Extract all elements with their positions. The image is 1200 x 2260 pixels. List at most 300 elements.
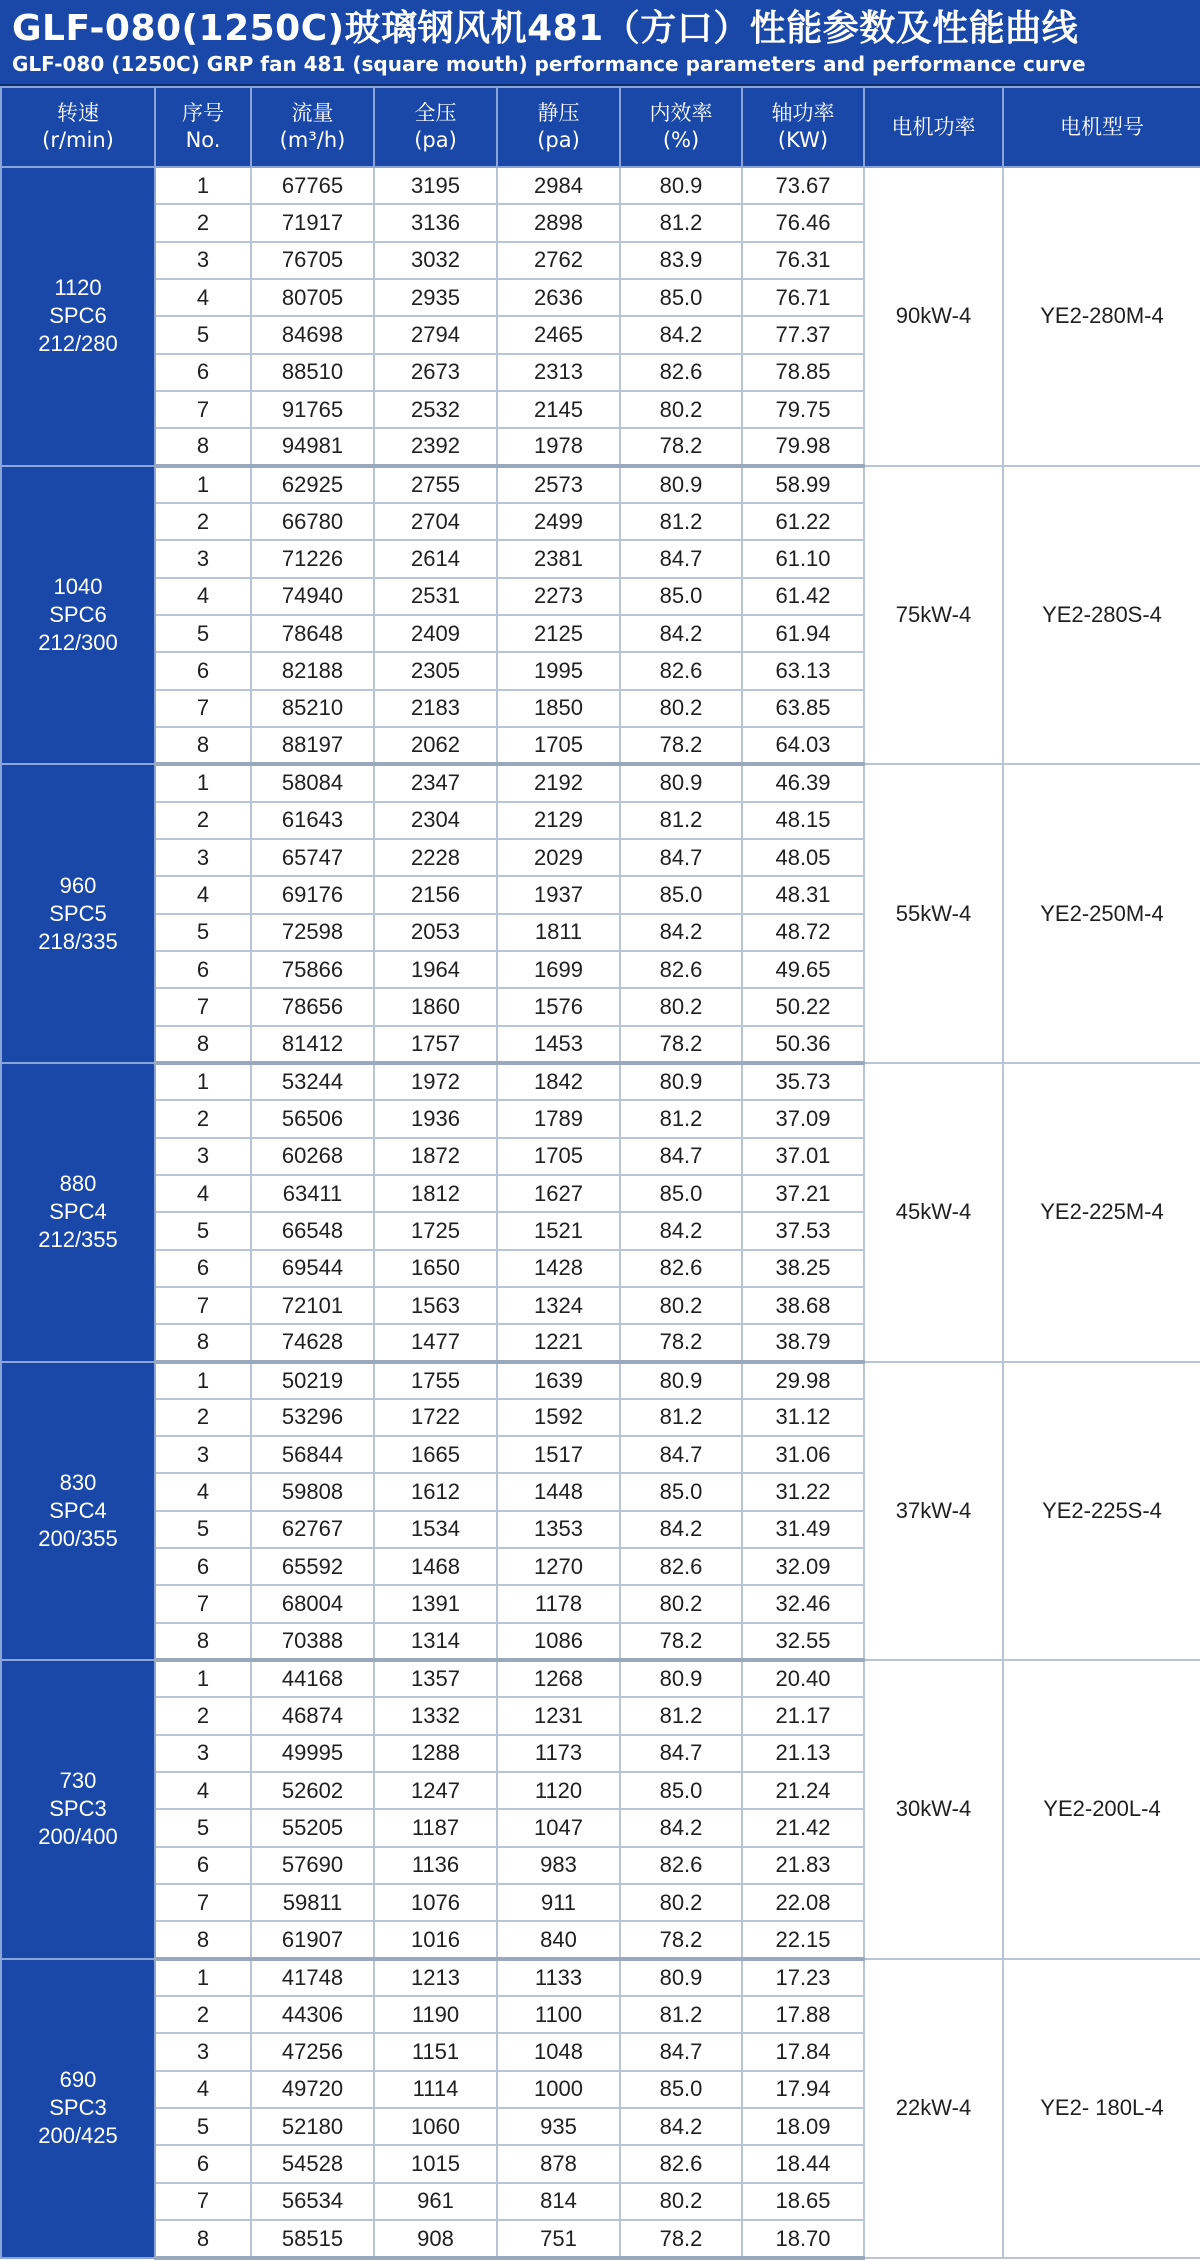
cell-no: 3 xyxy=(155,2033,251,2070)
speed-cell xyxy=(1,1660,155,1959)
cell-flow: 52180 xyxy=(251,2108,374,2145)
cell-shaft-power: 61.22 xyxy=(742,503,864,540)
table-row xyxy=(1,1063,1200,1100)
speed-spc: SPC3 xyxy=(49,1796,107,1822)
cell-efficiency: 82.6 xyxy=(620,1548,742,1585)
cell-efficiency: 85.0 xyxy=(620,1772,742,1809)
cell-shaft-power: 21.42 xyxy=(742,1809,864,1846)
speed-speed: 830 xyxy=(59,1469,97,1495)
performance-table xyxy=(0,86,1200,2260)
cell-flow: 46874 xyxy=(251,1697,374,1734)
cell-no: 1 xyxy=(155,1959,251,1996)
cell-static-pressure: 1221 xyxy=(497,1324,620,1361)
cell-shaft-power: 77.37 xyxy=(742,316,864,353)
cell-no: 7 xyxy=(155,1287,251,1324)
cell-total-pressure: 2673 xyxy=(374,354,497,391)
cell-static-pressure: 2145 xyxy=(497,391,620,428)
cell-shaft-power: 37.21 xyxy=(742,1175,864,1212)
cell-static-pressure: 1231 xyxy=(497,1697,620,1734)
cell-shaft-power: 18.65 xyxy=(742,2183,864,2220)
cell-static-pressure: 1047 xyxy=(497,1809,620,1846)
motor-model-cell: YE2- 180L-4 xyxy=(1003,1959,1200,2258)
table-row xyxy=(1,1660,1200,1697)
motor-model-cell: YE2-280M-4 xyxy=(1003,167,1200,466)
cell-shaft-power: 20.40 xyxy=(742,1660,864,1697)
cell-efficiency: 84.7 xyxy=(620,1436,742,1473)
cell-shaft-power: 61.42 xyxy=(742,578,864,615)
cell-efficiency: 80.9 xyxy=(620,1959,742,1996)
speed-speed: 1120 xyxy=(54,275,102,301)
cell-total-pressure: 1534 xyxy=(374,1511,497,1548)
cell-static-pressure: 2273 xyxy=(497,578,620,615)
cell-static-pressure: 1120 xyxy=(497,1772,620,1809)
cell-no: 2 xyxy=(155,503,251,540)
cell-efficiency: 85.0 xyxy=(620,279,742,316)
cell-efficiency: 81.2 xyxy=(620,503,742,540)
cell-flow: 81412 xyxy=(251,1026,374,1063)
cell-no: 5 xyxy=(155,615,251,652)
cell-static-pressure: 2636 xyxy=(497,279,620,316)
cell-shaft-power: 38.68 xyxy=(742,1287,864,1324)
title-banner xyxy=(0,0,1200,86)
cell-efficiency: 84.7 xyxy=(620,540,742,577)
cell-total-pressure: 2755 xyxy=(374,466,497,503)
speed-cell xyxy=(1,1362,155,1661)
cell-no: 8 xyxy=(155,1623,251,1660)
cell-shaft-power: 73.67 xyxy=(742,167,864,204)
motor-power-cell: 45kW-4 xyxy=(864,1063,1003,1362)
cell-shaft-power: 17.84 xyxy=(742,2033,864,2070)
cell-static-pressure: 2465 xyxy=(497,316,620,353)
cell-efficiency: 78.2 xyxy=(620,428,742,465)
cell-flow: 94981 xyxy=(251,428,374,465)
cell-no: 3 xyxy=(155,540,251,577)
cell-total-pressure: 2156 xyxy=(374,876,497,913)
cell-no: 8 xyxy=(155,2220,251,2258)
speed-speed: 690 xyxy=(59,2067,97,2093)
cell-efficiency: 78.2 xyxy=(620,2220,742,2258)
cell-efficiency: 78.2 xyxy=(620,1026,742,1063)
cell-flow: 47256 xyxy=(251,2033,374,2070)
cell-efficiency: 78.2 xyxy=(620,1324,742,1361)
cell-total-pressure: 1213 xyxy=(374,1959,497,1996)
cell-no: 5 xyxy=(155,1511,251,1548)
cell-shaft-power: 21.24 xyxy=(742,1772,864,1809)
speed-pulley: 200/355 xyxy=(38,1525,118,1551)
cell-total-pressure: 2614 xyxy=(374,540,497,577)
cell-flow: 66548 xyxy=(251,1212,374,1249)
cell-flow: 54528 xyxy=(251,2145,374,2182)
cell-flow: 58515 xyxy=(251,2220,374,2258)
cell-no: 8 xyxy=(155,1026,251,1063)
speed-cell xyxy=(1,764,155,1063)
cell-static-pressure: 1811 xyxy=(497,914,620,951)
cell-no: 1 xyxy=(155,1362,251,1399)
cell-flow: 80705 xyxy=(251,279,374,316)
cell-no: 6 xyxy=(155,354,251,391)
cell-no: 8 xyxy=(155,428,251,465)
cell-flow: 60268 xyxy=(251,1138,374,1175)
cell-no: 1 xyxy=(155,167,251,204)
cell-static-pressure: 1517 xyxy=(497,1436,620,1473)
cell-static-pressure: 1627 xyxy=(497,1175,620,1212)
cell-flow: 68004 xyxy=(251,1585,374,1622)
cell-static-pressure: 2898 xyxy=(497,204,620,241)
cell-total-pressure: 1725 xyxy=(374,1212,497,1249)
table-body xyxy=(1,167,1200,2258)
cell-efficiency: 85.0 xyxy=(620,2071,742,2108)
cell-shaft-power: 17.88 xyxy=(742,1996,864,2033)
cell-flow: 85210 xyxy=(251,690,374,727)
cell-no: 4 xyxy=(155,2071,251,2108)
cell-flow: 59808 xyxy=(251,1473,374,1510)
cell-flow: 58084 xyxy=(251,764,374,801)
table-header xyxy=(1,87,1200,167)
speed-speed: 960 xyxy=(59,872,97,898)
cell-flow: 56844 xyxy=(251,1436,374,1473)
cell-no: 6 xyxy=(155,2145,251,2182)
cell-no: 2 xyxy=(155,1100,251,1137)
cell-shaft-power: 38.79 xyxy=(742,1324,864,1361)
cell-total-pressure: 1391 xyxy=(374,1585,497,1622)
cell-flow: 91765 xyxy=(251,391,374,428)
cell-shaft-power: 21.13 xyxy=(742,1735,864,1772)
cell-shaft-power: 18.44 xyxy=(742,2145,864,2182)
cell-shaft-power: 18.09 xyxy=(742,2108,864,2145)
cell-flow: 56506 xyxy=(251,1100,374,1137)
cell-no: 8 xyxy=(155,1324,251,1361)
cell-efficiency: 80.9 xyxy=(620,1660,742,1697)
cell-no: 1 xyxy=(155,1063,251,1100)
cell-efficiency: 81.2 xyxy=(620,204,742,241)
cell-efficiency: 80.2 xyxy=(620,1585,742,1622)
cell-efficiency: 84.7 xyxy=(620,839,742,876)
cell-total-pressure: 1357 xyxy=(374,1660,497,1697)
cell-efficiency: 80.2 xyxy=(620,988,742,1025)
motor-model-cell: YE2-250M-4 xyxy=(1003,764,1200,1063)
cell-total-pressure: 1151 xyxy=(374,2033,497,2070)
speed-cell xyxy=(1,466,155,765)
cell-total-pressure: 2935 xyxy=(374,279,497,316)
cell-shaft-power: 22.15 xyxy=(742,1921,864,1958)
cell-shaft-power: 37.01 xyxy=(742,1138,864,1175)
cell-efficiency: 80.9 xyxy=(620,764,742,801)
cell-static-pressure: 2192 xyxy=(497,764,620,801)
cell-static-pressure: 1699 xyxy=(497,951,620,988)
cell-flow: 75866 xyxy=(251,951,374,988)
cell-static-pressure: 1521 xyxy=(497,1212,620,1249)
speed-pulley: 200/425 xyxy=(38,2123,118,2149)
cell-flow: 49720 xyxy=(251,2071,374,2108)
cell-no: 5 xyxy=(155,1809,251,1846)
cell-efficiency: 84.7 xyxy=(620,2033,742,2070)
cell-flow: 52602 xyxy=(251,1772,374,1809)
speed-cell xyxy=(1,1063,155,1362)
speed-spc: SPC6 xyxy=(49,601,107,627)
cell-total-pressure: 2794 xyxy=(374,316,497,353)
cell-no: 6 xyxy=(155,951,251,988)
cell-shaft-power: 32.46 xyxy=(742,1585,864,1622)
cell-total-pressure: 2347 xyxy=(374,764,497,801)
speed-pulley: 212/300 xyxy=(38,629,118,655)
cell-efficiency: 85.0 xyxy=(620,1473,742,1510)
cell-static-pressure: 1428 xyxy=(497,1250,620,1287)
cell-no: 7 xyxy=(155,988,251,1025)
cell-shaft-power: 31.22 xyxy=(742,1473,864,1510)
cell-shaft-power: 61.94 xyxy=(742,615,864,652)
cell-total-pressure: 3032 xyxy=(374,242,497,279)
cell-flow: 78656 xyxy=(251,988,374,1025)
cell-static-pressure: 2125 xyxy=(497,615,620,652)
cell-efficiency: 81.2 xyxy=(620,1399,742,1436)
cell-flow: 74628 xyxy=(251,1324,374,1361)
cell-no: 3 xyxy=(155,1735,251,1772)
cell-no: 6 xyxy=(155,652,251,689)
header-flow: 流量 (m³/h) xyxy=(251,87,374,167)
cell-shaft-power: 64.03 xyxy=(742,727,864,764)
cell-total-pressure: 1016 xyxy=(374,1921,497,1958)
cell-efficiency: 80.2 xyxy=(620,1287,742,1324)
cell-total-pressure: 1076 xyxy=(374,1884,497,1921)
cell-total-pressure: 1650 xyxy=(374,1250,497,1287)
cell-flow: 66780 xyxy=(251,503,374,540)
cell-static-pressure: 1000 xyxy=(497,2071,620,2108)
cell-flow: 65592 xyxy=(251,1548,374,1585)
cell-no: 5 xyxy=(155,1212,251,1249)
cell-shaft-power: 31.12 xyxy=(742,1399,864,1436)
cell-shaft-power: 29.98 xyxy=(742,1362,864,1399)
cell-static-pressure: 1850 xyxy=(497,690,620,727)
cell-total-pressure: 3136 xyxy=(374,204,497,241)
cell-static-pressure: 1324 xyxy=(497,1287,620,1324)
cell-shaft-power: 18.70 xyxy=(742,2220,864,2258)
cell-total-pressure: 2532 xyxy=(374,391,497,428)
header-no: 序号 No. xyxy=(155,87,251,167)
cell-total-pressure: 1872 xyxy=(374,1138,497,1175)
cell-efficiency: 85.0 xyxy=(620,876,742,913)
cell-no: 2 xyxy=(155,1399,251,1436)
page-title: GLF-080(1250C)玻璃钢风机481（方口）性能参数及性能曲线 xyxy=(12,8,1079,49)
table-row xyxy=(1,167,1200,204)
cell-no: 4 xyxy=(155,1772,251,1809)
cell-shaft-power: 32.55 xyxy=(742,1623,864,1660)
header-motor-power: 电机功率 xyxy=(864,87,1003,167)
cell-efficiency: 80.2 xyxy=(620,690,742,727)
cell-static-pressure: 1100 xyxy=(497,1996,620,2033)
cell-shaft-power: 21.83 xyxy=(742,1847,864,1884)
cell-shaft-power: 22.08 xyxy=(742,1884,864,1921)
cell-static-pressure: 911 xyxy=(497,1884,620,1921)
cell-no: 7 xyxy=(155,1585,251,1622)
cell-no: 8 xyxy=(155,1921,251,1958)
cell-total-pressure: 1757 xyxy=(374,1026,497,1063)
cell-efficiency: 80.2 xyxy=(620,1884,742,1921)
motor-power-cell: 22kW-4 xyxy=(864,1959,1003,2258)
cell-flow: 76705 xyxy=(251,242,374,279)
motor-power-cell: 90kW-4 xyxy=(864,167,1003,466)
speed-spc: SPC5 xyxy=(49,900,107,926)
cell-static-pressure: 1705 xyxy=(497,1138,620,1175)
cell-flow: 71917 xyxy=(251,204,374,241)
cell-shaft-power: 17.94 xyxy=(742,2071,864,2108)
cell-total-pressure: 1936 xyxy=(374,1100,497,1137)
speed-pulley: 218/335 xyxy=(38,928,118,954)
cell-total-pressure: 961 xyxy=(374,2183,497,2220)
motor-model-cell: YE2-225M-4 xyxy=(1003,1063,1200,1362)
cell-efficiency: 82.6 xyxy=(620,2145,742,2182)
cell-flow: 41748 xyxy=(251,1959,374,1996)
cell-shaft-power: 76.31 xyxy=(742,242,864,279)
cell-no: 5 xyxy=(155,2108,251,2145)
cell-no: 2 xyxy=(155,1996,251,2033)
cell-efficiency: 84.2 xyxy=(620,1511,742,1548)
cell-total-pressure: 908 xyxy=(374,2220,497,2258)
cell-efficiency: 80.9 xyxy=(620,466,742,503)
cell-shaft-power: 50.22 xyxy=(742,988,864,1025)
cell-no: 4 xyxy=(155,876,251,913)
cell-static-pressure: 2313 xyxy=(497,354,620,391)
cell-shaft-power: 37.09 xyxy=(742,1100,864,1137)
cell-flow: 72598 xyxy=(251,914,374,951)
speed-pulley: 212/280 xyxy=(38,331,118,357)
motor-power-cell: 37kW-4 xyxy=(864,1362,1003,1661)
cell-total-pressure: 1114 xyxy=(374,2071,497,2108)
cell-static-pressure: 2762 xyxy=(497,242,620,279)
cell-static-pressure: 1173 xyxy=(497,1735,620,1772)
cell-flow: 78648 xyxy=(251,615,374,652)
cell-flow: 67765 xyxy=(251,167,374,204)
cell-shaft-power: 46.39 xyxy=(742,764,864,801)
cell-flow: 88197 xyxy=(251,727,374,764)
table-row xyxy=(1,1362,1200,1399)
cell-shaft-power: 48.72 xyxy=(742,914,864,951)
cell-no: 3 xyxy=(155,839,251,876)
cell-flow: 69176 xyxy=(251,876,374,913)
cell-total-pressure: 1136 xyxy=(374,1847,497,1884)
cell-static-pressure: 751 xyxy=(497,2220,620,2258)
cell-total-pressure: 1722 xyxy=(374,1399,497,1436)
cell-total-pressure: 2228 xyxy=(374,839,497,876)
cell-flow: 82188 xyxy=(251,652,374,689)
cell-flow: 44306 xyxy=(251,1996,374,2033)
cell-efficiency: 82.6 xyxy=(620,354,742,391)
cell-shaft-power: 38.25 xyxy=(742,1250,864,1287)
table-row xyxy=(1,466,1200,503)
cell-total-pressure: 1477 xyxy=(374,1324,497,1361)
cell-static-pressure: 1995 xyxy=(497,652,620,689)
cell-no: 6 xyxy=(155,1250,251,1287)
cell-efficiency: 84.2 xyxy=(620,2108,742,2145)
cell-total-pressure: 3195 xyxy=(374,167,497,204)
cell-static-pressure: 2029 xyxy=(497,839,620,876)
cell-efficiency: 81.2 xyxy=(620,1100,742,1137)
cell-shaft-power: 76.71 xyxy=(742,279,864,316)
cell-flow: 71226 xyxy=(251,540,374,577)
cell-efficiency: 80.2 xyxy=(620,391,742,428)
cell-total-pressure: 1563 xyxy=(374,1287,497,1324)
cell-total-pressure: 1190 xyxy=(374,1996,497,2033)
cell-static-pressure: 1842 xyxy=(497,1063,620,1100)
motor-power-cell: 30kW-4 xyxy=(864,1660,1003,1959)
cell-no: 7 xyxy=(155,2183,251,2220)
cell-no: 3 xyxy=(155,1436,251,1473)
cell-flow: 53296 xyxy=(251,1399,374,1436)
table-row xyxy=(1,764,1200,801)
cell-static-pressure: 1978 xyxy=(497,428,620,465)
cell-flow: 72101 xyxy=(251,1287,374,1324)
cell-static-pressure: 1133 xyxy=(497,1959,620,1996)
cell-total-pressure: 1060 xyxy=(374,2108,497,2145)
cell-static-pressure: 1789 xyxy=(497,1100,620,1137)
cell-static-pressure: 983 xyxy=(497,1847,620,1884)
cell-total-pressure: 1860 xyxy=(374,988,497,1025)
cell-efficiency: 84.2 xyxy=(620,316,742,353)
cell-flow: 84698 xyxy=(251,316,374,353)
cell-total-pressure: 2053 xyxy=(374,914,497,951)
speed-spc: SPC4 xyxy=(49,1497,107,1523)
cell-shaft-power: 31.49 xyxy=(742,1511,864,1548)
cell-total-pressure: 1755 xyxy=(374,1362,497,1399)
cell-efficiency: 85.0 xyxy=(620,1175,742,1212)
cell-flow: 70388 xyxy=(251,1623,374,1660)
cell-total-pressure: 2704 xyxy=(374,503,497,540)
cell-no: 1 xyxy=(155,764,251,801)
table-row xyxy=(1,1959,1200,1996)
cell-flow: 61643 xyxy=(251,802,374,839)
speed-pulley: 200/400 xyxy=(38,1824,118,1850)
cell-static-pressure: 840 xyxy=(497,1921,620,1958)
cell-total-pressure: 1314 xyxy=(374,1623,497,1660)
cell-static-pressure: 1048 xyxy=(497,2033,620,2070)
cell-static-pressure: 1086 xyxy=(497,1623,620,1660)
cell-total-pressure: 2409 xyxy=(374,615,497,652)
motor-power-cell: 75kW-4 xyxy=(864,466,1003,765)
cell-efficiency: 82.6 xyxy=(620,652,742,689)
cell-no: 7 xyxy=(155,391,251,428)
cell-shaft-power: 79.98 xyxy=(742,428,864,465)
cell-shaft-power: 76.46 xyxy=(742,204,864,241)
cell-total-pressure: 1972 xyxy=(374,1063,497,1100)
cell-efficiency: 84.7 xyxy=(620,1735,742,1772)
cell-efficiency: 81.2 xyxy=(620,1697,742,1734)
header-total-pressure: 全压 (pa) xyxy=(374,87,497,167)
cell-static-pressure: 1937 xyxy=(497,876,620,913)
cell-no: 1 xyxy=(155,1660,251,1697)
cell-flow: 50219 xyxy=(251,1362,374,1399)
cell-static-pressure: 1453 xyxy=(497,1026,620,1063)
cell-total-pressure: 1964 xyxy=(374,951,497,988)
cell-static-pressure: 2573 xyxy=(497,466,620,503)
cell-static-pressure: 2381 xyxy=(497,540,620,577)
cell-shaft-power: 17.23 xyxy=(742,1959,864,1996)
cell-total-pressure: 2531 xyxy=(374,578,497,615)
speed-speed: 730 xyxy=(59,1768,97,1794)
cell-no: 4 xyxy=(155,578,251,615)
cell-efficiency: 84.2 xyxy=(620,1212,742,1249)
cell-shaft-power: 61.10 xyxy=(742,540,864,577)
cell-no: 3 xyxy=(155,242,251,279)
cell-efficiency: 80.9 xyxy=(620,167,742,204)
speed-spc: SPC4 xyxy=(49,1199,107,1225)
cell-efficiency: 82.6 xyxy=(620,951,742,988)
cell-shaft-power: 78.85 xyxy=(742,354,864,391)
cell-no: 8 xyxy=(155,727,251,764)
cell-efficiency: 84.2 xyxy=(620,1809,742,1846)
cell-no: 2 xyxy=(155,802,251,839)
speed-cell xyxy=(1,167,155,466)
cell-efficiency: 84.2 xyxy=(620,615,742,652)
header-efficiency: 内效率 (%) xyxy=(620,87,742,167)
